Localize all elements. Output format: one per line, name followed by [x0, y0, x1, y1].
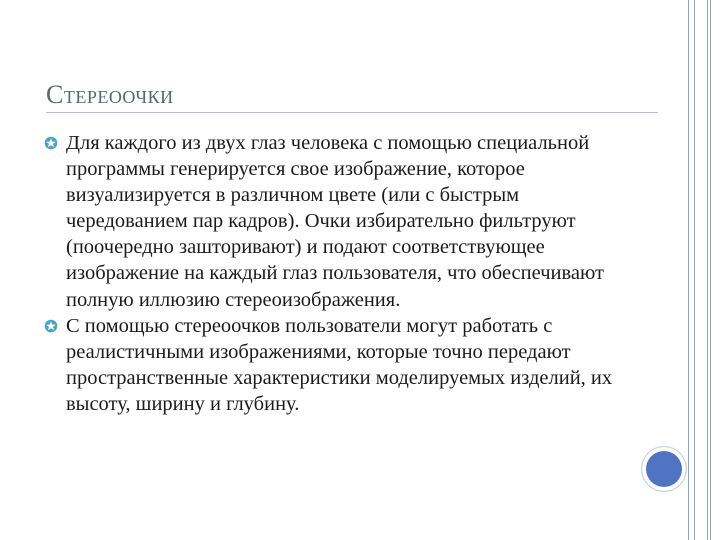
bullet-list	[44, 130, 644, 417]
bullet-item	[44, 313, 644, 417]
border-line	[694, 0, 695, 540]
bullet-text: С помощью стереоочков пользователи могут работать с реалистичными изображениями, которые точно передают пространственные характеристики моделируемых изделий, их высоту, ширину и глубину.	[66, 314, 613, 415]
bullet-text: Для каждого из двух глаз человека с помощью специальной программы генерируется свое изображение, которое визуализируется в различном цвете (или с быстрым чередованием пар кадров). Очки избирательно фильтруют (поочередно зашторивают) и подают соответствующее изображение на каждый глаз пользователя, что обеспечивают полную иллюзию стереоизображения.	[66, 132, 605, 311]
circle-decoration	[642, 447, 686, 491]
border-line	[707, 0, 708, 540]
star-in-circle-icon	[44, 136, 58, 150]
border-line	[688, 0, 689, 540]
slide-title: Стереоочки	[46, 80, 174, 109]
bullet-item	[44, 130, 644, 313]
border-line	[710, 0, 711, 540]
star-in-circle-icon	[44, 319, 58, 333]
title-divider	[46, 112, 658, 113]
